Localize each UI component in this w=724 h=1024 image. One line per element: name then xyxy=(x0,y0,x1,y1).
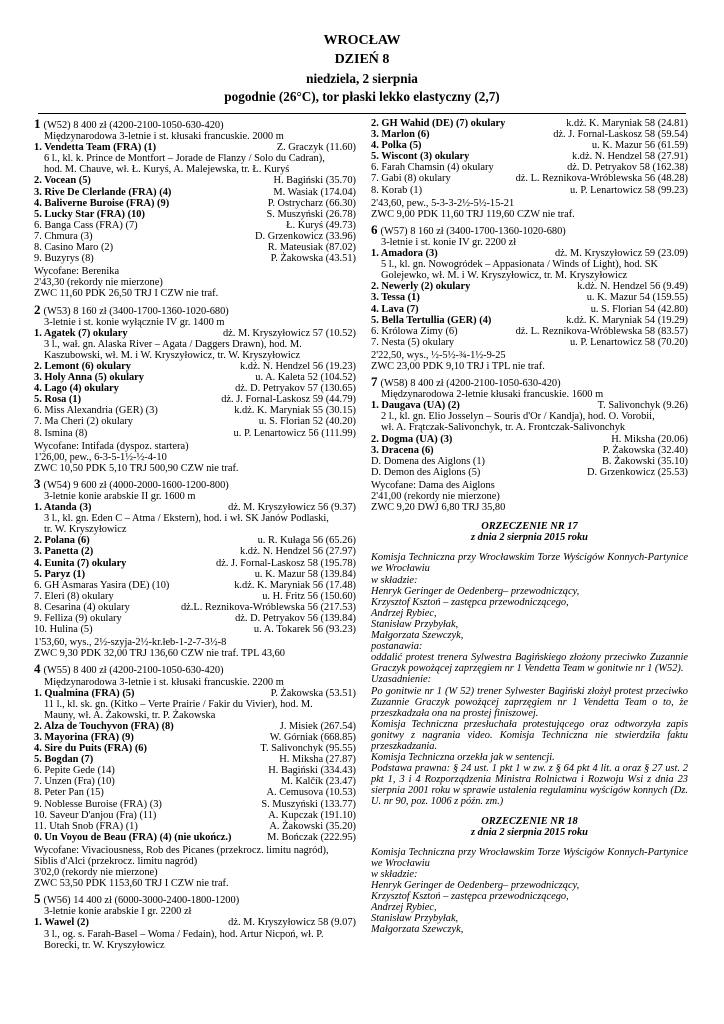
runner-name: 6. Banga Cass (FRA) (7) xyxy=(34,219,138,231)
runner-jockey: Ł. Kuryś (49.73) xyxy=(286,219,356,231)
runner-jockey: u. P. Lenartowicz 58 (99.23) xyxy=(569,184,688,196)
runner-name: 2. Vocean (5) xyxy=(34,175,91,187)
result-row xyxy=(34,428,356,439)
winner-row xyxy=(34,142,356,153)
winner-row xyxy=(371,248,688,259)
race-conditions: Międzynarodowa 3-letnie i st. kłusaki francuskie. 2000 m xyxy=(44,131,284,143)
runner-jockey: P. Żakowska (43.51) xyxy=(270,253,356,265)
ruling-text: Małgorzata Szewczyk, xyxy=(371,924,464,936)
ruling-text: Stanisław Przybyłak, xyxy=(371,618,459,630)
runner-name: 6. Królowa Zimy (6) xyxy=(371,325,458,337)
runner-jockey: u. P. Lenartowicz 58 (70.20) xyxy=(569,336,688,348)
runner-jockey: H. Miksha (27.87) xyxy=(279,754,356,766)
runner-name: 9. Buzyrys (8) xyxy=(34,253,94,265)
runner-jockey: u. K. Mazur 54 (159.55) xyxy=(586,292,688,304)
result-row xyxy=(34,209,356,220)
runner-name: 11. Utah Snob (FRA) (1) xyxy=(34,820,138,832)
result-row xyxy=(371,467,688,478)
result-row xyxy=(34,624,356,635)
winner-description: 2 l., kl. gn. Elio Josselyn – Souris d'Or / Kandja), hod. O. Vorobii, xyxy=(381,411,655,423)
runner-jockey: dż. J. Fornal-Laskosz 59 (44.79) xyxy=(221,394,356,406)
summary-line: ZWC 9,20 DWJ 6,80 TRJ 35,80 xyxy=(371,502,506,514)
ruling-text: w składzie: xyxy=(371,574,418,586)
runner-name: 4. Sire du Puits (FRA) (6) xyxy=(34,743,147,755)
runner-name: 5. Bogdan (7) xyxy=(34,754,94,766)
summary-line: ZWC 11,60 PDK 26,50 TRJ I CZW nie traf. xyxy=(34,288,219,300)
runner-jockey: dż.L. Reznikova-Wróblewska 56 (217.53) xyxy=(180,601,356,613)
ruling-text: Podstawa prawna: § 24 ust. 1 pkt 1 w zw. z § 64 pkt 4 lit. a oraz § 27 ust. 2 pkt 1, 3 i 4 Rozporządzenia Ministra Rolnictwa i Rozwoju Wsi z dnia 23 sierpnia 2001 roku w sprawie ustalenia regulaminu wyścigów konnych (Dz. U. nr 90, poz. 1006 z późn. zm.) xyxy=(371,763,688,808)
race-block xyxy=(371,376,688,513)
runner-name: 3. Mayorina (FRA) (9) xyxy=(34,731,134,743)
result-row xyxy=(371,162,688,173)
result-row xyxy=(34,591,356,602)
race-block xyxy=(34,475,356,660)
runner-jockey: M. Wasiak (174.04) xyxy=(273,186,356,198)
result-row xyxy=(371,304,688,315)
race-number: 7 xyxy=(371,374,378,390)
winner-description: 3 l., kl. gn. Eden C – Atma / Ekstern), hod. i wł. SK Janów Podlaski, xyxy=(44,513,329,525)
runner-jockey: dż. M. Kryszyłowicz 59 (23.09) xyxy=(554,248,688,260)
runner-jockey: dż. L. Reznikova-Wróblewska 56 (48.28) xyxy=(515,173,688,185)
runner-jockey: dż. M. Kryszyłowicz 58 (9.07) xyxy=(228,917,356,929)
runner-jockey: k.dż. K. Maryniak 58 (24.81) xyxy=(566,118,688,129)
runner-name: 10. Saveur D'anjou (Fra) (11) xyxy=(34,809,157,821)
race-summary xyxy=(34,845,356,889)
runner-jockey: u. S. Florian 54 (42.80) xyxy=(590,303,688,315)
race-number: 4 xyxy=(34,661,41,677)
summary-line: Siblis d'Alci (przekrocz. limitu nagród) xyxy=(34,856,198,867)
runner-name: 3. Tessa (1) xyxy=(371,292,420,304)
runner-name: 8. Peter Pan (15) xyxy=(34,787,104,799)
result-row xyxy=(34,383,356,394)
winner-description: Mauny, wł. A. Żakowski, tr. P. Żakowska xyxy=(44,709,216,721)
runner-jockey: W. Górniak (668.85) xyxy=(269,731,356,743)
runner-jockey: k.dż. N. Hendzel 58 (27.91) xyxy=(572,151,688,163)
runner-name: 0. Un Voyou de Beau (FRA) (4) (nie ukończ.) xyxy=(34,831,232,843)
runner-name: 5. Paryz (1) xyxy=(34,568,86,580)
ruling-date: z dnia 2 sierpnia 2015 roku xyxy=(471,826,588,838)
result-row xyxy=(371,292,688,303)
runner-name: 7. Gabi (8) okulary xyxy=(371,173,451,185)
runner-name: 1. Qualmina (FRA) (5) xyxy=(34,687,135,699)
result-row xyxy=(34,558,356,569)
race-conditions: Międzynarodowa 2-letnie kłusaki francuskie. 1600 m xyxy=(381,389,604,401)
runner-name: 8. Ismina (8) xyxy=(34,427,88,439)
runner-name: 6. Miss Alexandria (GER) (3) xyxy=(34,405,158,417)
runner-name: 1. Vendetta Team (FRA) (1) xyxy=(34,142,157,154)
race-summary xyxy=(371,198,688,220)
summary-line: ZWC 9,30 PDK 32,00 TRJ 136,60 CZW nie traf. TPL 43,60 xyxy=(34,648,286,660)
result-row xyxy=(34,743,356,754)
runner-name: 4. Eunita (7) okulary xyxy=(34,557,127,569)
summary-line: Wycofane: Dama des Aiglons xyxy=(371,479,495,491)
runner-jockey: T. Salivonchyk (9.26) xyxy=(597,400,688,412)
runner-name: 8. Korab (1) xyxy=(371,184,423,196)
runner-jockey: dż. M. Kryszyłowicz 57 (10.52) xyxy=(222,327,356,339)
runner-jockey: A. Żakowski (35.20) xyxy=(269,820,356,832)
runner-jockey: u. H. Fritz 56 (150.60) xyxy=(262,590,356,602)
result-row xyxy=(34,754,356,765)
result-row xyxy=(371,326,688,337)
runner-jockey: dż. L. Reznikova-Wróblewska 58 (83.57) xyxy=(515,325,688,337)
runner-name: 2. Dogma (UA) (3) xyxy=(371,433,453,445)
runner-name: 5. Lucky Star (FRA) (10) xyxy=(34,208,145,220)
summary-line: 2'41,00 (rekordy nie mierzone) xyxy=(371,491,500,502)
race-purse: (W56) 14 400 zł (6000-3000-2400-1800-1200) xyxy=(43,895,240,907)
runner-jockey: A. Kupczak (191.10) xyxy=(268,809,356,821)
runner-name: 3. Holy Anna (5) okulary xyxy=(34,372,144,384)
runner-name: 3. Marlon (6) xyxy=(371,129,430,141)
summary-line: ZWC 23,00 PDK 9,10 TRJ i TPL nie traf. xyxy=(371,360,545,372)
ruling-title: ORZECZENIE NR 18 xyxy=(481,815,578,827)
race-block xyxy=(34,301,356,474)
winner-description: 3 l., og. s. Farah-Basel – Woma / Fedain), hod. Artur Nicpoń, wł. P. xyxy=(44,928,324,940)
winner-description: hod. M. Chauve, wł. Ł. Kuryś, A. Malejewska, tr. Ł. Kuryś xyxy=(44,164,290,176)
runner-name: 2. GH Wahid (DE) (7) okulary xyxy=(371,118,506,129)
ruling-title: ORZECZENIE NR 17 xyxy=(481,521,578,533)
runner-jockey: k.dż. N. Hendzel 56 (19.23) xyxy=(240,360,356,372)
runner-jockey: k.dż. K. Maryniak 55 (30.15) xyxy=(234,405,356,417)
race-summary xyxy=(34,637,356,659)
runner-name: 3. Dracena (6) xyxy=(371,444,434,456)
runner-jockey: D. Grzenkowicz (33.96) xyxy=(255,230,356,242)
summary-line: 2'43,60, pew., 5-3-3-2½-5½-15-21 xyxy=(371,197,515,209)
runner-jockey: k.dż. N. Hendzel 56 (27.97) xyxy=(240,546,356,558)
runner-name: 5. Wiscont (3) okulary xyxy=(371,151,470,163)
winner-description: 11 l., kl. sk. gn. (Kitko – Verte Prairie / Fakir du Vivier), hod. M. xyxy=(44,698,313,710)
runner-name: 6. Farah Chamsin (4) okulary xyxy=(371,162,494,174)
result-row xyxy=(371,456,688,467)
winner-description: Kaszubowski, wł. M. i W. Kryszyłowicz, tr. W. Kryszyłowicz xyxy=(44,349,300,361)
race-header xyxy=(34,475,356,491)
result-row xyxy=(371,173,688,184)
race-summary xyxy=(371,350,688,372)
result-row xyxy=(371,129,688,140)
runner-name: 2. Polana (6) xyxy=(34,535,90,547)
runner-jockey: u. A. Tokarek 56 (93.23) xyxy=(253,624,356,636)
runner-jockey: M. Bończak (222.95) xyxy=(267,831,356,843)
runner-name: 6. Pepite Gede (14) xyxy=(34,765,115,777)
result-row xyxy=(371,118,688,129)
runner-jockey: dż. D. Petryakov 56 (139.84) xyxy=(235,613,356,625)
runner-name: D. Demon des Aiglons (5) xyxy=(371,466,481,478)
result-row xyxy=(34,787,356,798)
runner-jockey: S. Muszyński (26.78) xyxy=(266,208,356,220)
runner-jockey: H. Bagiński (334.43) xyxy=(268,765,356,777)
runner-jockey: T. Salivonchyk (95.55) xyxy=(260,743,356,755)
header-divider xyxy=(38,113,686,114)
result-row xyxy=(371,337,688,348)
runner-name: 4. Polka (5) xyxy=(371,140,422,152)
result-row xyxy=(34,569,356,580)
ruling-text: Komisja Techniczna przy Wrocławskim Torze Wyścigów Konnych-Partynice we Wrocławiu xyxy=(371,552,688,575)
race-block xyxy=(371,221,688,372)
page-header xyxy=(0,32,724,105)
result-row xyxy=(34,187,356,198)
summary-line: ZWC 9,00 PDK 11,60 TRJ 119,60 CZW nie traf. xyxy=(371,208,575,220)
race-number: 2 xyxy=(34,301,41,317)
runner-name: 2. Lemont (6) okulary xyxy=(34,360,131,372)
runner-name: 8. Cesarina (4) okulary xyxy=(34,601,130,613)
winner-description: tr. W. Kryszyłowicz xyxy=(44,524,127,536)
result-row xyxy=(34,602,356,613)
result-row xyxy=(371,434,688,445)
race-number: 6 xyxy=(371,221,378,237)
runner-name: 1. Daugava (UA) (2) xyxy=(371,400,460,412)
ruling-text: postanawia: xyxy=(371,641,423,653)
runner-jockey: dż. J. Fornal-Laskosz 58 (59.54) xyxy=(553,129,688,141)
race-purse: (W54) 9 600 zł (4000-2000-1600-1200-800) xyxy=(43,479,229,491)
result-row xyxy=(371,140,688,151)
summary-line: ZWC 53,50 PDK 1153,60 TRJ I CZW nie traf. xyxy=(34,878,229,890)
result-row xyxy=(34,405,356,416)
right-column xyxy=(371,118,688,935)
runner-jockey: u. P. Lenartowicz 56 (111.99) xyxy=(233,427,356,439)
runner-jockey: dż. J. Fornal-Laskosz 58 (195.78) xyxy=(216,557,356,569)
result-row xyxy=(34,416,356,427)
race-block xyxy=(371,118,688,220)
runner-name: 3. Rive De Clerlande (FRA) (4) xyxy=(34,186,172,198)
ruling-text: Henryk Geringer de Oedenberg– przewodniczący, xyxy=(371,880,580,891)
result-row xyxy=(34,394,356,405)
ruling-text: Andrzej Rybiec, xyxy=(371,607,437,619)
race-summary xyxy=(34,441,356,474)
runner-name: 2. Newerly (2) okulary xyxy=(371,281,471,293)
race-purse: (W57) 8 160 zł (3400-1700-1360-1020-680) xyxy=(380,225,566,237)
race-conditions: Międzynarodowa 3-letnie i st. kłusaki francuskie. 2200 m xyxy=(44,676,284,688)
runner-name: D. Domena des Aiglons (1) xyxy=(371,455,485,467)
result-row xyxy=(371,315,688,326)
winner-row xyxy=(34,917,356,928)
result-row xyxy=(34,721,356,732)
race-header xyxy=(371,221,688,237)
result-row xyxy=(34,231,356,242)
runner-name: 9. Felliza (9) okulary xyxy=(34,613,122,625)
ruling-text: Stanisław Przybyłak, xyxy=(371,913,459,925)
winner-row xyxy=(34,502,356,513)
result-row xyxy=(34,799,356,810)
runner-name: 3. Panetta (2) xyxy=(34,546,94,558)
runner-jockey: dż. D. Petryakov 57 (130.65) xyxy=(235,383,356,395)
runner-jockey: k.dż. K. Maryniak 54 (19.29) xyxy=(566,314,688,326)
runner-jockey: P. Żakowska (53.51) xyxy=(270,687,356,699)
summary-line: Wycofane: Intifada (dyspoz. startera) xyxy=(34,440,189,452)
ruling-date: z dnia 2 sierpnia 2015 roku xyxy=(471,532,588,544)
runner-name: 4. Lago (4) okulary xyxy=(34,383,119,395)
race-purse: (W58) 8 400 zł (4200-2100-1050-630-420) xyxy=(380,378,561,390)
result-row xyxy=(34,546,356,557)
result-row xyxy=(371,445,688,456)
result-row xyxy=(34,361,356,372)
runner-name: 7. Eleri (8) okulary xyxy=(34,590,114,602)
runner-name: 1. Amadora (3) xyxy=(371,248,438,260)
runner-jockey: A. Cemusova (10.53) xyxy=(266,787,356,799)
ruling-text: Krzysztof Ksztoń – zastępca przewodniczącego, xyxy=(371,596,569,608)
race-block xyxy=(34,663,356,889)
summary-line: ZWC 10,50 PDK 5,10 TRJ 500,90 CZW nie traf. xyxy=(34,462,239,474)
race-purse: (W53) 8 160 zł (3400-1700-1360-1020-680) xyxy=(43,305,229,317)
summary-line: 3'02,0 (rekordy nie mierzone) xyxy=(34,867,158,879)
ruling-text: Komisja Techniczna orzekła jak w sentencji. xyxy=(371,752,555,764)
weather-line: pogodnie (26°C), tor płaski lekko elastyczny (2,7) xyxy=(224,89,500,104)
runner-name: 2. Alza de Touchyvon (FRA) (8) xyxy=(34,720,174,732)
runner-jockey: B. Żakowski (35.10) xyxy=(601,455,688,467)
race-number: 1 xyxy=(34,116,41,131)
summary-line: 2'22,50, wys., ½-5½-¾-1½-9-25 xyxy=(371,349,506,361)
runner-jockey: dż. M. Kryszyłowicz 56 (9.37) xyxy=(228,502,356,514)
ruling-text: Andrzej Rybiec, xyxy=(371,902,437,914)
runner-name: 9. Noblesse Buroise (FRA) (3) xyxy=(34,798,162,810)
result-row xyxy=(371,185,688,196)
runner-jockey: k.dż. N. Hendzel 56 (9.49) xyxy=(577,281,688,293)
runner-name: 4. Baliverne Buroise (FRA) (9) xyxy=(34,197,170,209)
summary-line: 2'43,30 (rekordy nie mierzone) xyxy=(34,277,163,289)
result-row xyxy=(371,151,688,162)
runner-jockey: u. K. Mazur 56 (61.59) xyxy=(591,140,688,152)
runner-name: 7. Nesta (5) okulary xyxy=(371,336,455,348)
result-row xyxy=(34,580,356,591)
race-conditions: 3-letnie konie arabskie I gr. 2200 zł xyxy=(44,906,192,918)
race-header xyxy=(371,376,688,389)
result-row xyxy=(34,175,356,186)
summary-line: 1'53,60, wys., 2½-szyja-2½-kr.łeb-1-2-7-3½-8 xyxy=(34,637,227,649)
runner-jockey: u. A. Kaleta 52 (104.52) xyxy=(255,372,356,384)
race-conditions: 3-letnie i st. konie IV gr. 2200 zł xyxy=(381,236,517,248)
result-row xyxy=(34,242,356,253)
result-row xyxy=(34,253,356,264)
race-conditions: 3-letnie i st. konie wyłącznie IV gr. 1400 m xyxy=(44,316,225,328)
result-row xyxy=(34,535,356,546)
result-row xyxy=(34,776,356,787)
date-line: niedziela, 2 sierpnia xyxy=(306,71,418,86)
result-row xyxy=(371,281,688,292)
ruling-block xyxy=(371,521,688,807)
runner-name: 7. Chmura (3) xyxy=(34,230,93,242)
runner-jockey: u. R. Kułaga 56 (65.26) xyxy=(257,535,356,547)
winner-row xyxy=(34,328,356,339)
ruling-block xyxy=(371,816,688,936)
race-header xyxy=(34,893,356,906)
runner-jockey: H. Miksha (20.06) xyxy=(611,433,688,445)
runner-name: 1. Wawel (2) xyxy=(34,917,89,929)
summary-line: Wycofane: Berenika xyxy=(34,266,120,278)
runner-jockey: Z. Graczyk (11.60) xyxy=(276,142,356,154)
city-title: WROCŁAW xyxy=(323,33,401,48)
race-summary xyxy=(371,480,688,513)
result-row xyxy=(34,810,356,821)
runner-jockey: H. Bagiński (35.70) xyxy=(273,175,356,187)
race-header xyxy=(34,301,356,317)
winner-row xyxy=(34,688,356,699)
ruling-text: Komisja Techniczna przy Wrocławskim Torze Wyścigów Konnych-Partynice we Wrocławiu xyxy=(371,846,688,869)
runner-name: 4. Lava (7) xyxy=(371,303,419,315)
ruling-text: w składzie: xyxy=(371,868,418,880)
runner-name: 5. Rosa (1) xyxy=(34,394,82,406)
ruling-text: oddalić protest trenera Sylwestra Bagińskiego złożony przeciwko Zuzannie Graczyk powożącej zaprzęgiem nr 1 Vendetta Team w gonitwie nr 1 (W52). xyxy=(371,652,688,675)
winner-description: Borecki, tr. W. Kryszyłowicz xyxy=(44,939,165,951)
winner-description: wł. A. Frątczak-Salivonchyk, tr. A. Frontczak-Salivonchyk xyxy=(381,422,626,434)
result-row xyxy=(34,765,356,776)
runner-jockey: u. S. Florian 52 (40.20) xyxy=(258,416,356,428)
race-header xyxy=(34,663,356,676)
result-row xyxy=(34,220,356,231)
runner-name: 1. Agatek (7) okulary xyxy=(34,327,128,339)
ruling-text: Małgorzata Szewczyk, xyxy=(371,630,464,642)
runner-jockey: D. Grzenkowicz (25.53) xyxy=(587,466,688,478)
runner-name: 5. Bella Tertullia (GER) (4) xyxy=(371,314,492,326)
result-row xyxy=(34,821,356,832)
runner-name: 8. Casino Maro (2) xyxy=(34,242,114,254)
runner-jockey: u. K. Mazur 58 (139.84) xyxy=(254,568,356,580)
winner-row xyxy=(371,400,688,411)
ruling-text: Komisja Techniczna przesłuchała protestującego oraz odtworzyła zapis gonitwy z nagrania video. Komisja Techniczna nie stwierdziła faktu przeszkadzania. xyxy=(371,718,688,752)
day-title: DZIEŃ 8 xyxy=(334,52,390,67)
result-row xyxy=(34,832,356,843)
summary-line: Wycofane: Vivaciousness, Rob des Picanes (przekrocz. limitu nagród), xyxy=(34,844,329,856)
ruling-text: Po gonitwie nr 1 (W 52) trener Sylwester Bagiński złożył protest przeciwko Zuzannie Graczyk powożącej zaprzęgiem nr 1 Vendetta Team o to, że przeszkadzała ona na prostej finiszowej. xyxy=(371,685,688,719)
race-number: 5 xyxy=(34,891,41,907)
winner-description: 6 l., kl. k. Prince de Montfort – Jorade de Flanzy / Solo du Cadran), xyxy=(44,153,325,165)
runner-name: 10. Hulina (5) xyxy=(34,624,93,636)
runner-jockey: k.dż. K. Maryniak 56 (17.48) xyxy=(234,579,356,591)
winner-description: 3 l., wał. gn. Alaska River – Agata / Daggers Drawn), hod. M. xyxy=(44,338,302,350)
ruling-text: Krzysztof Ksztoń – zastępca przewodniczącego, xyxy=(371,891,569,903)
winner-description: Golejewko, wł. M. i W. Kryszyłowicz, tr. M. Kryszyłowicz xyxy=(381,270,628,282)
race-summary xyxy=(34,266,356,299)
runner-name: 7. Ma Cheri (2) okulary xyxy=(34,416,133,428)
result-row xyxy=(34,613,356,624)
winner-description: 5 l., kl. gn. Nowogródek – Appasionata / Winds of Light), hod. SK xyxy=(381,259,659,271)
result-row xyxy=(34,198,356,209)
left-column xyxy=(34,118,356,955)
race-purse: (W52) 8 400 zł (4200-2100-1050-630-420) xyxy=(43,120,224,131)
runner-name: 1. Atanda (3) xyxy=(34,502,92,514)
race-header xyxy=(34,118,356,131)
runner-jockey: S. Muszyński (133.77) xyxy=(261,798,356,810)
runner-jockey: dż. D. Petryakov 58 (162.38) xyxy=(567,162,688,174)
summary-line: 1'26,00, pew., 6-3-5-1½-½-4-10 xyxy=(34,451,167,463)
runner-jockey: J. Misiek (267.54) xyxy=(279,720,356,732)
race-block xyxy=(34,893,356,950)
result-row xyxy=(34,372,356,383)
result-row xyxy=(34,732,356,743)
race-number: 3 xyxy=(34,475,41,491)
ruling-text: Henryk Geringer de Oedenberg– przewodniczący, xyxy=(371,585,580,597)
runner-jockey: M. Kalčík (23.47) xyxy=(280,776,356,788)
runner-jockey: P. Żakowska (32.40) xyxy=(602,444,688,456)
race-block xyxy=(34,118,356,300)
runner-name: 6. GH Asmaras Yasira (DE) (10) xyxy=(34,579,170,591)
runner-jockey: P. Ostrycharz (66.30) xyxy=(267,197,356,209)
race-purse: (W55) 8 400 zł (4200-2100-1050-630-420) xyxy=(43,665,224,677)
runner-name: 7. Unzen (Fra) (10) xyxy=(34,776,115,788)
runner-jockey: R. Mateusiak (87.02) xyxy=(267,242,356,254)
race-conditions: 3-letnie konie arabskie II gr. 1600 m xyxy=(44,491,196,502)
ruling-text: Uzasadnienie: xyxy=(371,674,432,686)
